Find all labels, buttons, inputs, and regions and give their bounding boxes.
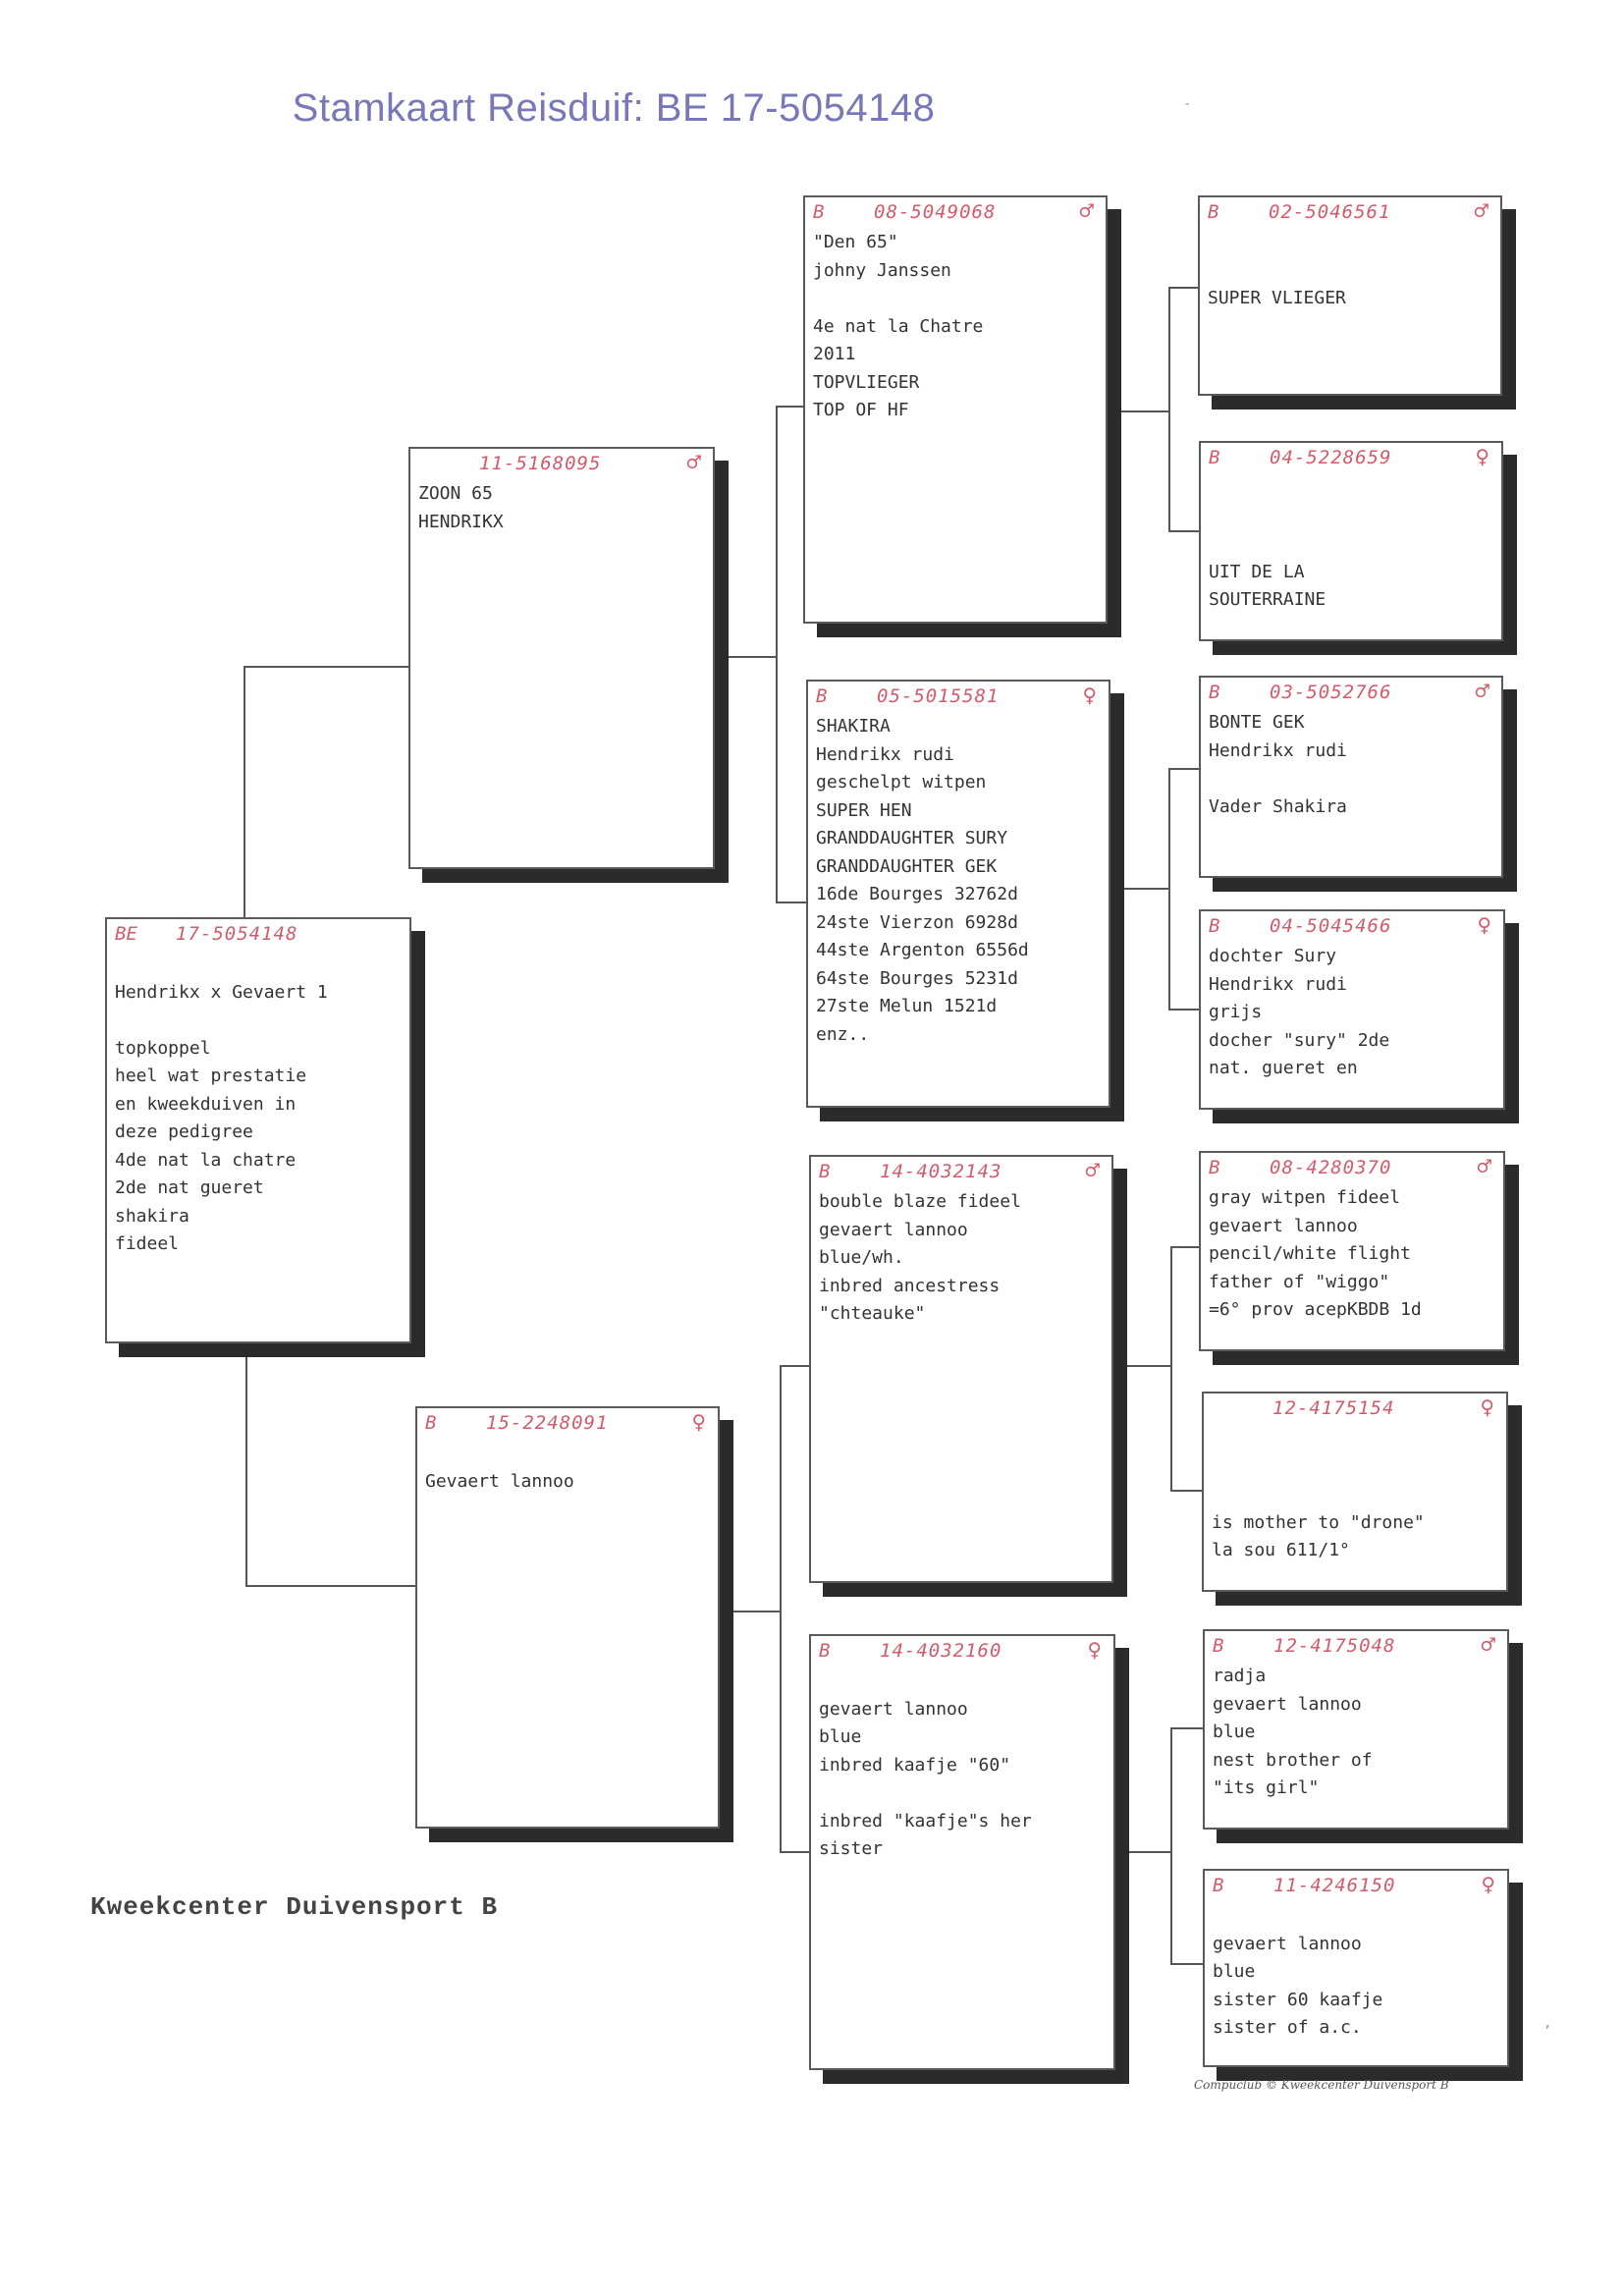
connector <box>780 1365 809 1367</box>
connector <box>729 656 778 658</box>
info-line: TOPVLIEGER <box>813 371 920 393</box>
info-line <box>1209 503 1493 531</box>
info-line: nat. gueret en <box>1209 1058 1358 1078</box>
info-line: gevaert lannoo <box>1213 1933 1362 1954</box>
info-line <box>813 285 1098 313</box>
pigeon-info <box>410 478 713 536</box>
connector <box>1168 768 1199 770</box>
info-line: johny Janssen <box>813 259 951 281</box>
pigeon-info <box>1201 707 1501 821</box>
connector <box>1168 1009 1199 1011</box>
pigeon-info <box>1201 941 1503 1083</box>
scan-mark: , <box>1543 2015 1552 2031</box>
info-line: blue <box>819 1726 862 1747</box>
ring-number: 14-4032143 <box>880 1161 1002 1182</box>
connector <box>1170 1490 1203 1492</box>
info-line: docher "sury" 2de <box>1209 1029 1390 1051</box>
connector <box>1123 1851 1172 1853</box>
ring-number: 08-4280370 <box>1270 1157 1392 1178</box>
country-code: B <box>1209 447 1220 468</box>
info-line: 64ste Bourges 5231d <box>816 967 1018 989</box>
info-line <box>1212 1425 1498 1453</box>
connector <box>776 406 803 408</box>
pigeon-info <box>811 1666 1113 1864</box>
pigeon-card-mm[interactable] <box>809 1634 1115 2070</box>
info-line: ZOON 65 <box>418 483 493 504</box>
info-line <box>115 1007 402 1035</box>
male-icon: ♂ <box>1079 197 1094 225</box>
info-line: 16de Bourges 32762d <box>816 884 1018 904</box>
info-line: inbred "kaafje"s her <box>819 1810 1032 1831</box>
info-line: 2de nat gueret <box>115 1177 264 1198</box>
info-line: 24ste Vierzon 6928d <box>816 911 1018 933</box>
info-line: Gevaert lannoo <box>425 1470 574 1492</box>
info-line: "chteauke" <box>819 1303 926 1324</box>
connector <box>1168 768 1170 1009</box>
male-icon: ♂ <box>1085 1157 1100 1184</box>
info-line: GRANDDAUGHTER GEK <box>816 855 998 877</box>
connector <box>244 666 245 923</box>
ring-number: 11-5168095 <box>479 453 602 474</box>
info-line: SHAKIRA <box>816 716 891 737</box>
info-line: UIT DE LA <box>1209 561 1305 582</box>
ring-number: 08-5049068 <box>874 201 997 223</box>
country-code: B <box>1209 915 1220 937</box>
pigeon-card-fff[interactable] <box>1198 195 1502 396</box>
info-line: 4e nat la Chatre <box>813 315 984 337</box>
pigeon-info <box>1200 227 1500 313</box>
info-line: Hendrikx rudi <box>1209 973 1347 995</box>
footer-credit: Compuclub © Kweekcenter Duivensport B <box>1194 2078 1449 2092</box>
info-line: TOP OF HF <box>813 400 909 420</box>
info-line: is mother to "drone" <box>1212 1511 1425 1533</box>
info-line: father of "wiggo" <box>1209 1271 1390 1292</box>
info-line: nest brother of <box>1213 1749 1373 1771</box>
ring-number: 05-5015581 <box>877 685 1000 707</box>
female-icon: ♀ <box>691 1408 706 1436</box>
connector <box>776 406 778 902</box>
info-line: blue <box>1213 1721 1256 1742</box>
country-code: B <box>425 1412 437 1434</box>
country-code: B <box>1209 682 1220 703</box>
info-line: "Den 65" <box>813 232 898 252</box>
pigeon-info <box>1201 1182 1503 1325</box>
info-line: SOUTERRAINE <box>1209 589 1326 610</box>
pigeon-card-fmf[interactable] <box>1199 676 1503 878</box>
connector <box>245 1585 415 1587</box>
info-line: blue <box>1213 1961 1256 1982</box>
pigeon-info <box>1201 472 1501 615</box>
male-icon: ♂ <box>1477 1153 1491 1180</box>
ring-number: 14-4032160 <box>880 1640 1002 1662</box>
country-code: B <box>819 1640 831 1662</box>
info-line: HENDRIKX <box>418 511 504 532</box>
info-line <box>819 1779 1106 1808</box>
connector <box>1168 530 1199 532</box>
connector <box>1170 1963 1203 1965</box>
pigeon-info <box>417 1438 718 1496</box>
info-line: dochter Sury <box>1209 946 1337 966</box>
page-title: Stamkaart Reisduif: BE 17-5054148 <box>292 86 936 130</box>
info-line: 2011 <box>813 344 856 364</box>
info-line: la sou 611/1° <box>1212 1540 1350 1560</box>
pigeon-card-mother[interactable] <box>415 1406 720 1829</box>
male-icon: ♂ <box>686 449 701 476</box>
info-line <box>115 951 402 979</box>
ring-number: 04-5045466 <box>1270 915 1392 937</box>
info-line: Hendrikx rudi <box>1209 739 1347 761</box>
pigeon-card-subject[interactable] <box>105 917 411 1343</box>
ring-number: 02-5046561 <box>1269 201 1391 223</box>
info-line: gevaert lannoo <box>819 1219 968 1240</box>
female-icon: ♀ <box>1082 682 1097 709</box>
info-line: grijs <box>1209 1002 1263 1022</box>
info-line: topkoppel <box>115 1037 211 1059</box>
info-line: BONTE GEK <box>1209 712 1305 733</box>
info-line: gevaert lannoo <box>1209 1215 1358 1236</box>
ring-number: 11-4246150 <box>1273 1875 1396 1896</box>
connector <box>1170 1727 1172 1963</box>
info-line: gray witpen fideel <box>1209 1187 1401 1208</box>
country-code: B <box>1213 1875 1224 1896</box>
pigeon-card-mmm[interactable] <box>1203 1869 1509 2067</box>
female-icon: ♀ <box>1477 911 1491 939</box>
info-line: sister 60 kaafje <box>1213 1989 1383 2010</box>
info-line <box>1209 474 1493 503</box>
connector <box>244 666 408 668</box>
ring-number: 12-4175048 <box>1273 1635 1396 1657</box>
country-code: B <box>819 1161 831 1182</box>
pigeon-info <box>107 949 409 1259</box>
connector <box>731 1611 782 1612</box>
info-line <box>819 1667 1106 1696</box>
ring-number: 17-5054148 <box>176 923 298 945</box>
info-line <box>1209 530 1493 559</box>
pigeon-card-father[interactable] <box>408 447 715 869</box>
female-icon: ♀ <box>1475 443 1489 470</box>
pigeon-card-mmf[interactable] <box>1203 1629 1509 1830</box>
country-code: B <box>1209 1157 1220 1178</box>
info-line: SUPER VLIEGER <box>1208 288 1346 308</box>
info-line: Vader Shakira <box>1209 795 1347 817</box>
connector <box>1106 410 1170 412</box>
info-line: Hendrikx x Gevaert 1 <box>115 981 328 1003</box>
pigeon-info <box>811 1186 1111 1329</box>
pigeon-info <box>1205 1661 1507 1803</box>
country-code: B <box>816 685 828 707</box>
pigeon-card-mf[interactable] <box>809 1155 1113 1583</box>
info-line: enz.. <box>816 1023 870 1045</box>
pigeon-info <box>1205 1900 1507 2043</box>
info-line: inbred ancestress <box>819 1275 1001 1296</box>
pigeon-card-fmm[interactable] <box>1199 909 1505 1110</box>
pigeon-card-ff[interactable] <box>803 195 1108 624</box>
info-line <box>1208 257 1492 286</box>
connector <box>1123 1365 1172 1367</box>
info-line: geschelpt witpen <box>816 772 987 792</box>
ring-number: 15-2248091 <box>486 1412 609 1434</box>
info-line <box>1212 1481 1498 1509</box>
info-line: =6° prov acepKBDB 1d <box>1209 1299 1422 1320</box>
connector <box>1170 1246 1172 1490</box>
connector <box>776 902 806 903</box>
info-line: bouble blaze fideel <box>819 1191 1021 1212</box>
connector <box>1170 1727 1203 1729</box>
info-line: shakira <box>115 1205 189 1227</box>
connector <box>1168 287 1198 289</box>
info-line: Hendrikx rudi <box>816 743 954 765</box>
male-icon: ♂ <box>1481 1631 1495 1659</box>
connector <box>1108 888 1170 890</box>
pigeon-info <box>805 227 1106 425</box>
connector <box>780 1365 782 1851</box>
info-line <box>425 1440 710 1468</box>
info-line: sister <box>819 1838 884 1859</box>
ring-number: 03-5052766 <box>1270 682 1392 703</box>
info-line: fideel <box>115 1233 180 1254</box>
info-line: 44ste Argenton 6556d <box>816 940 1029 960</box>
scan-mark: - <box>1183 96 1192 112</box>
male-icon: ♂ <box>1474 197 1489 225</box>
info-line: gevaert lannoo <box>819 1698 968 1720</box>
pigeon-card-mfm[interactable] <box>1202 1392 1508 1592</box>
female-icon: ♀ <box>1087 1636 1102 1664</box>
country-code: B <box>1208 201 1219 223</box>
info-line: heel wat prestatie <box>115 1066 307 1086</box>
info-line: gevaert lannoo <box>1213 1693 1362 1715</box>
breeder-name: Kweekcenter Duivensport B <box>90 1892 499 1922</box>
pigeon-info <box>1204 1423 1506 1565</box>
ring-number: 12-4175154 <box>1272 1397 1395 1419</box>
info-line <box>1213 1902 1499 1931</box>
info-line <box>1209 765 1493 793</box>
info-line <box>1208 229 1492 257</box>
pigeon-card-mff[interactable] <box>1199 1151 1505 1351</box>
country-code: B <box>813 201 825 223</box>
info-line: deze pedigree <box>115 1121 253 1142</box>
connector <box>1170 1246 1202 1248</box>
info-line: inbred kaafje "60" <box>819 1754 1011 1776</box>
female-icon: ♀ <box>1480 1393 1494 1421</box>
country-code: BE <box>115 923 137 945</box>
info-line: "its girl" <box>1213 1777 1320 1798</box>
info-line: GRANDDAUGHTER SURY <box>816 828 1008 848</box>
info-line: sister of a.c. <box>1213 2017 1362 2038</box>
connector <box>1168 287 1170 530</box>
pigeon-info <box>808 711 1109 1049</box>
info-line: en kweekduiven in <box>115 1093 297 1115</box>
info-line: 4de nat la chatre <box>115 1149 297 1171</box>
male-icon: ♂ <box>1475 678 1489 705</box>
info-line: SUPER HEN <box>816 799 912 821</box>
connector <box>245 1345 247 1587</box>
connector <box>780 1851 809 1853</box>
info-line: blue/wh. <box>819 1247 904 1268</box>
pigeon-card-fm[interactable] <box>806 680 1110 1108</box>
info-line: pencil/white flight <box>1209 1243 1411 1264</box>
ring-number: 04-5228659 <box>1270 447 1392 468</box>
info-line <box>1212 1453 1498 1482</box>
info-line: 27ste Melun 1521d <box>816 996 998 1016</box>
female-icon: ♀ <box>1481 1871 1495 1898</box>
pigeon-card-ffm[interactable] <box>1199 441 1503 641</box>
country-code: B <box>1213 1635 1224 1657</box>
info-line: radja <box>1213 1666 1267 1686</box>
